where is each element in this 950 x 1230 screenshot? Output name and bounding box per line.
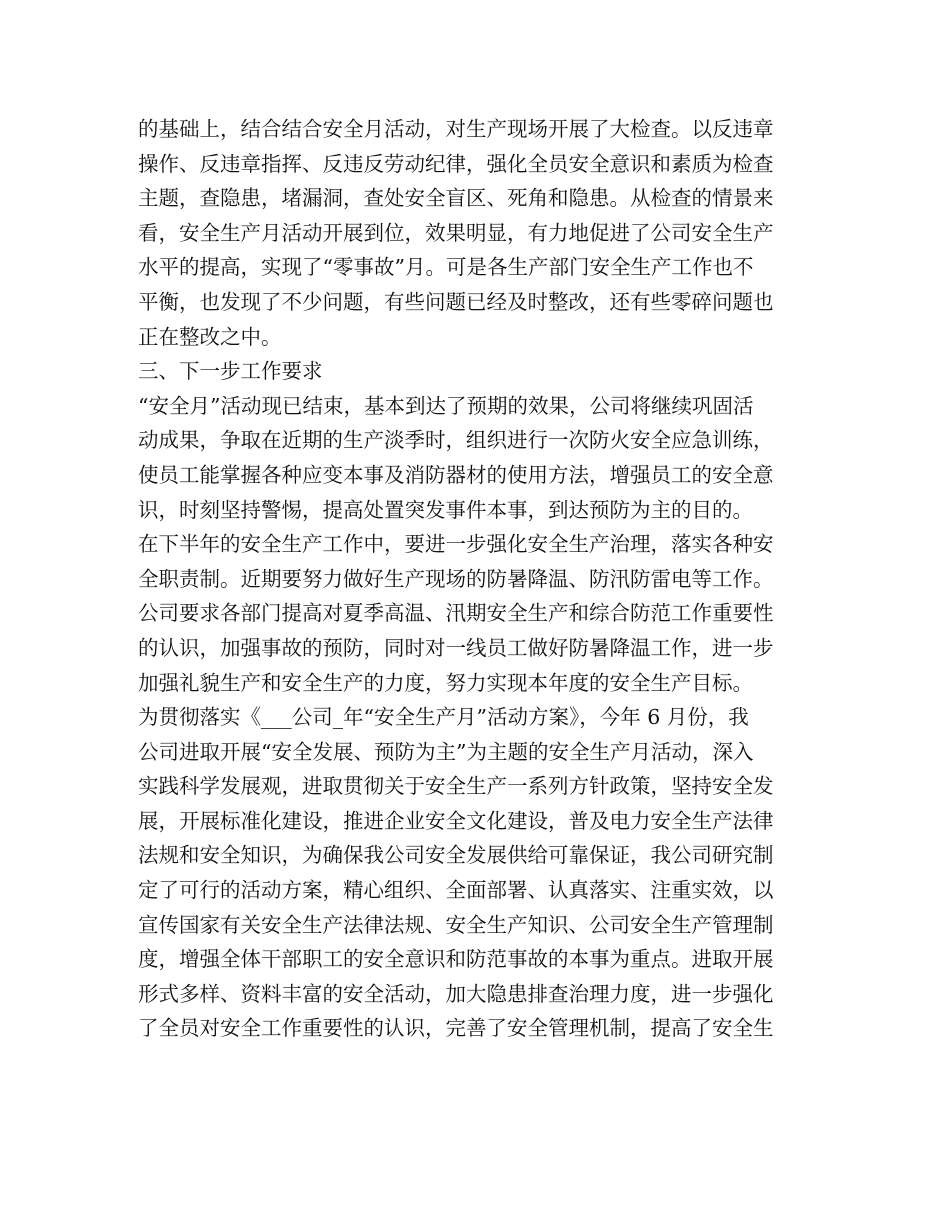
text-line: 水平的提高，实现了“零事故”月。可是各生产部门安全生产工作也不 (138, 255, 754, 280)
text-line: 在下半年的安全生产工作中，要进一步强化安全生产治理，落实各种安 (138, 532, 774, 557)
text-line: 的认识，加强事故的预防，同时对一线员工做好防暑降温工作，进一步 (138, 635, 774, 660)
text-line: 为贯彻落实《___公司_年“安全生产月”活动方案》，今年 6 月份，我 (138, 705, 749, 730)
text-line: 加强礼貌生产和安全生产的力度，努力实现本年度的安全生产目标。 (138, 670, 753, 695)
text-line: 平衡，也发现了不少问题，有些问题已经及时整改，还有些零碎问题也 (138, 289, 774, 314)
text-line: 的基础上，结合结合安全月活动，对生产现场开展了大检查。以反违章 (138, 117, 774, 141)
text-line: 实践科学发展观，进取贯彻关于安全生产一系列方针政策，坚持安全发 (138, 774, 774, 799)
text-line: 公司要求各部门提高对夏季高温、汛期安全生产和综合防范工作重要性 (138, 601, 774, 626)
text-line: 看，安全生产月活动开展到位，效果明显，有力地促进了公司安全生产 (138, 220, 774, 245)
text-line: 识，时刻坚持警惕，提高处置突发事件本事，到达预防为主的目的。 (138, 497, 753, 522)
text-line: 度，增强全体干部职工的安全意识和防范事故的本事为重点。进取开展 (138, 947, 774, 972)
section-heading: 三、下一步工作要求 (138, 359, 323, 384)
text-line: 正在整改之中。 (138, 324, 282, 349)
text-line: 主题，查隐患，堵漏洞，查处安全盲区、死角和隐患。从检查的情景来 (138, 186, 774, 211)
text-line: 展，开展标准化建设，推进企业安全文化建设，普及电力安全生产法律 (138, 808, 774, 833)
text-line: 使员工能掌握各种应变本事及消防器材的使用方法，增强员工的安全意 (138, 462, 774, 487)
text-line: 宣传国家有关安全生产法律法规、安全生产知识、公司安全生产管理制 (138, 912, 774, 937)
text-line: 全职责制。近期要努力做好生产现场的防暑降温、防汛防雷电等工作。 (138, 566, 774, 591)
text-line: 形式多样、资料丰富的安全活动，加大隐患排查治理力度，进一步强化 (138, 981, 774, 1006)
document-body (138, 112, 818, 1046)
text-line: 公司进取开展“安全发展、预防为主”为主题的安全生产月活动，深入 (138, 739, 754, 764)
text-line: “安全月”活动现已结束，基本到达了预期的效果，公司将继续巩固活 (138, 393, 754, 418)
text-line: 定了可行的活动方案，精心组织、全面部署、认真落实、注重实效，以 (138, 878, 774, 903)
text-line: 操作、反违章指挥、反违反劳动纪律，强化全员安全意识和素质为检查 (138, 151, 774, 176)
text-line: 动成果，争取在近期的生产淡季时，组织进行一次防火安全应急训练， (138, 428, 774, 453)
text-line: 法规和安全知识，为确保我公司安全发展供给可靠保证，我公司研究制 (138, 843, 774, 868)
text-line: 了全员对安全工作重要性的认识，完善了安全管理机制，提高了安全生 (138, 1016, 774, 1041)
